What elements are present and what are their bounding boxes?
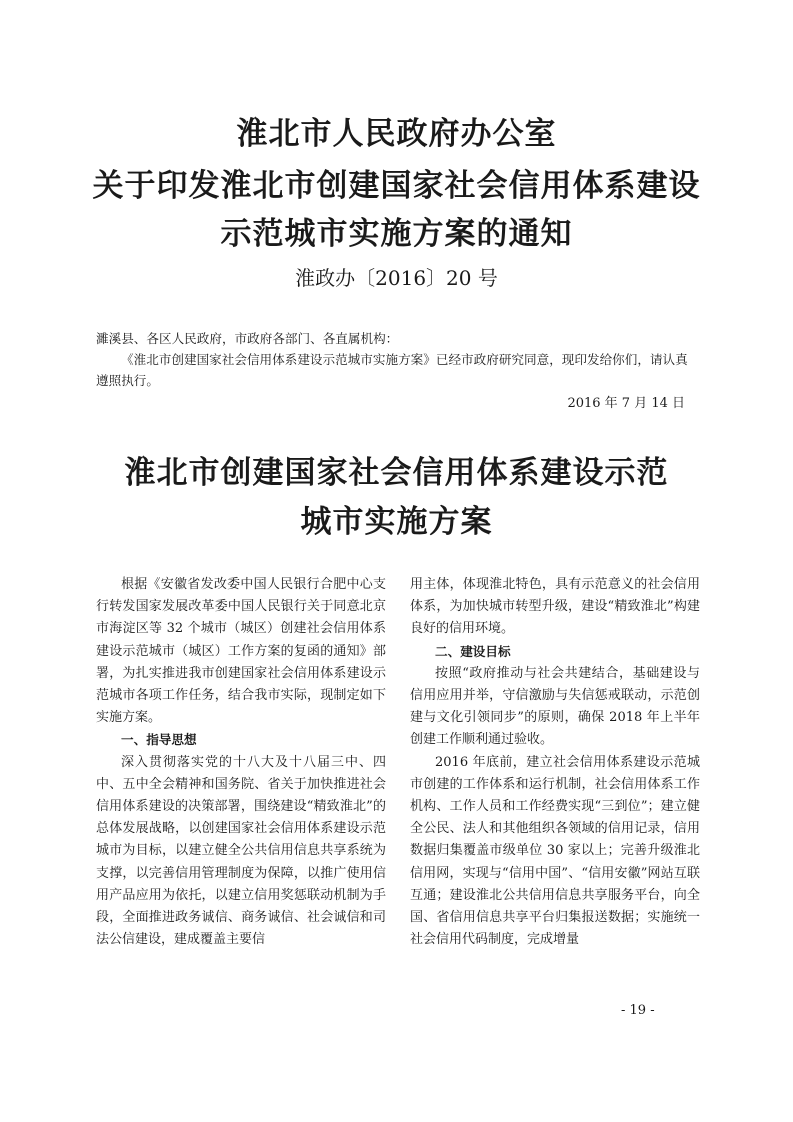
document-number: 淮政办〔2016〕20 号 xyxy=(295,266,498,290)
notice-recipients: 濉溪县、各区人民政府，市政府各部门、各直属机构： xyxy=(96,331,399,346)
plan-title-line-1: 淮北市创建国家社会信用体系建设示范 xyxy=(124,455,669,491)
notice-title-line-1: 淮北市人民政府办公室 xyxy=(236,116,557,152)
continuation-paragraph: 用主体，体现淮北特色，具有示范意义的社会信用体系，为加快城市转型升级，建设“精致淮北”构建良好的信用环境。 xyxy=(410,577,700,637)
notice-text: 《淮北市创建国家社会信用体系建设示范城市实施方案》已经市政府研究同意，现印发给你们，请认真遵照执行。 xyxy=(96,352,688,388)
plan-intro-paragraph: 根据《安徽省发改委中国人民银行合肥中心支行转发国家发展改革委中国人民银行关于同意北京市海淀区等 32 个城市（城区）创建社会信用体系建设示范城市（城区）工作方案的复函的通知》部署，为扎实推进我市创建国家社会信用体系建设示范城市各项工作任务，结合我市实际，现制定如下实施方案。 xyxy=(96,577,386,726)
guiding-ideology-paragraph: 深入贯彻落实党的十八大及十八届三中、四中、五中全会精神和国务院、省关于加快推进社会信用体系建设的决策部署，围绕建设“精致淮北”的总体发展战略，以创建国家社会信用体系建设示范城市为目标，以建立健全公共信用信息共享系统为支撑，以完善信用管理制度为保障，以推广使用信用产品应用为依托，以建立信用奖惩联动机制为手段，全面推进政务诚信、商务诚信、社会诚信和司法公信建设，建成覆盖主要信 xyxy=(96,754,386,948)
left-column xyxy=(96,574,386,951)
notice-title-line-3: 示范城市实施方案的通知 xyxy=(220,216,573,252)
construction-goals-paragraph-1: 按照“政府推动与社会共建结合，基础建设与信用应用并举，守信激励与失信惩戒联动，示范创建与文化引领同步”的原则，确保 2018 年上半年创建工作顺利通过验收。 xyxy=(410,665,700,748)
construction-goals-paragraph-2: 2016 年底前，建立社会信用体系建设示范城市创建的工作体系和运行机制，社会信用体系工作机构、工作人员和工作经费实现“三到位”；建立健全公民、法人和其他组织各领域的信用记录，信用数据归集覆盖市级单位 30 家以上；完善升级淮北信用网，实现与“信用中国”、“信用安徽”网站互联互通；建设淮北公共信用信息共享服务平台，向全国、省信用信息共享平台归集报送数据；实施统一社会信用代码制度，完成增量 xyxy=(410,754,700,948)
plan-title-line-2: 城市实施方案 xyxy=(300,504,493,540)
page-number: - 19 - xyxy=(621,1003,655,1018)
section-heading-guiding-ideology: 一、指导思想 xyxy=(121,732,197,748)
notice-body xyxy=(96,328,696,391)
notice-title-line-2: 关于印发淮北市创建国家社会信用体系建设 xyxy=(92,168,701,204)
section-heading-construction-goals: 二、建设目标 xyxy=(435,643,511,659)
right-column xyxy=(410,574,700,951)
notice-date: 2016 年 7 月 14 日 xyxy=(567,396,685,411)
